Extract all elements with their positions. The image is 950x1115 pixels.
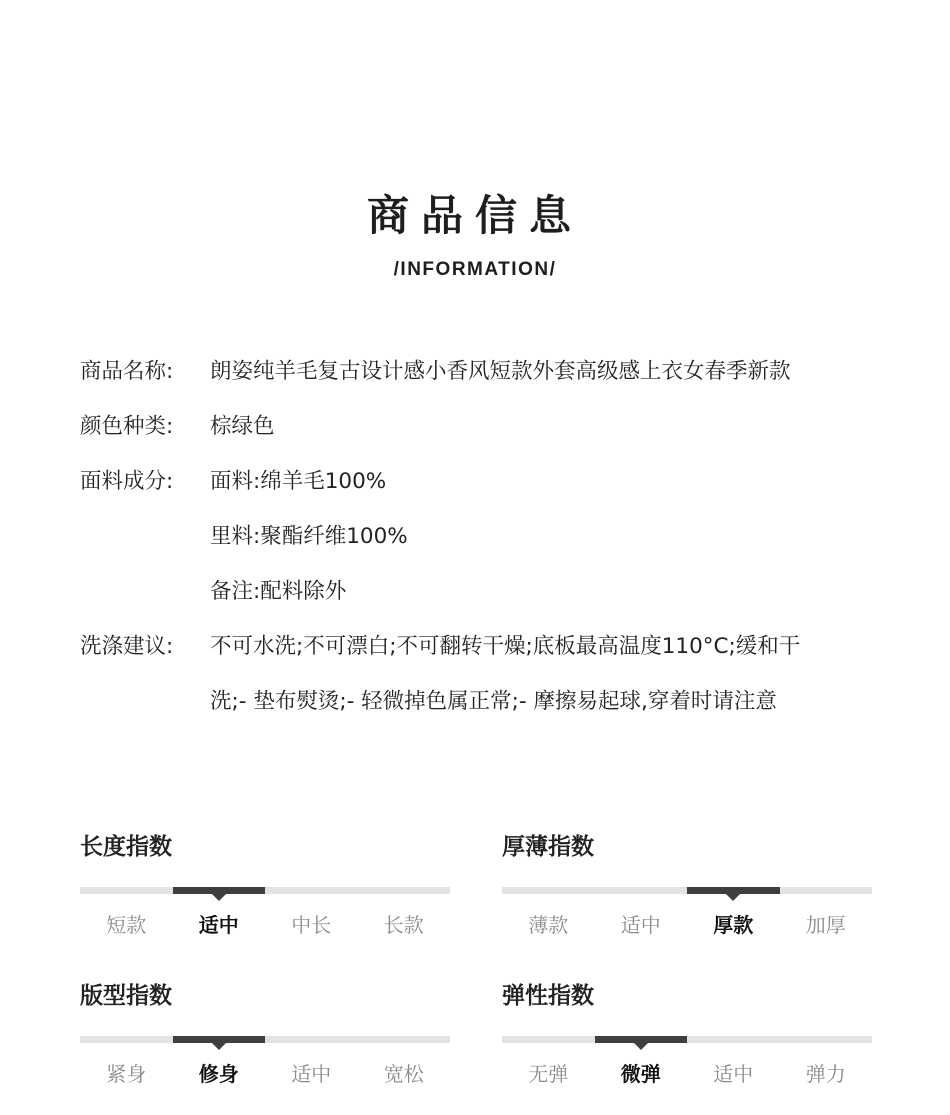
length-index-indicator: [173, 887, 266, 894]
info-row-fabric: [80, 454, 880, 619]
fit-index-bar: [80, 1036, 450, 1043]
length-option: 长款: [383, 913, 424, 937]
elasticity-index-bar: [502, 1036, 872, 1043]
thickness-option: 厚款: [713, 913, 754, 937]
length-index-title: 长度指数: [80, 834, 172, 860]
page-subtitle: /INFORMATION/: [393, 259, 557, 280]
fabric-value-note: 备注:配料除外: [210, 579, 347, 604]
color-label: 颜色种类:: [80, 414, 174, 439]
elasticity-option: 弹力: [805, 1062, 846, 1086]
length-index: [80, 832, 450, 938]
thickness-index: [502, 832, 872, 938]
fit-index-indicator: [173, 1036, 266, 1043]
elasticity-option: 微弹: [620, 1062, 661, 1086]
length-option: 短款: [106, 913, 147, 937]
wash-value-line-2: 洗;- 垫布熨烫;- 轻微掉色属正常;- 摩擦易起球,穿着时请注意: [210, 689, 777, 714]
elasticity-index-indicator: [595, 1036, 688, 1043]
thickness-index-bar: [502, 887, 872, 894]
info-row-name: [80, 344, 880, 399]
elasticity-option: 适中: [713, 1062, 754, 1086]
product-info: [80, 344, 880, 729]
thickness-index-indicator: [687, 887, 780, 894]
length-option: 中长: [291, 913, 332, 937]
thickness-option: 适中: [620, 913, 661, 937]
fit-option: 适中: [291, 1062, 332, 1086]
info-row-color: [80, 399, 880, 454]
thickness-option: 薄款: [528, 913, 569, 937]
fit-option: 宽松: [383, 1062, 424, 1086]
elasticity-option: 无弹: [528, 1062, 569, 1086]
fabric-value-lining: 里料:聚酯纤维100%: [210, 524, 408, 549]
page-title: 商品信息: [366, 191, 583, 240]
wash-value-line-1: 不可水洗;不可漂白;不可翻转干燥;底板最高温度110°C;缓和干: [210, 634, 801, 659]
fit-option: 修身: [198, 1062, 239, 1086]
fit-index-title: 版型指数: [80, 983, 172, 1009]
elasticity-index: [502, 981, 872, 1087]
length-index-bar: [80, 887, 450, 894]
name-value: 朗姿纯羊毛复古设计感小香风短款外套高级感上衣女春季新款: [210, 359, 791, 384]
name-label: 商品名称:: [80, 359, 174, 384]
color-value: 棕绿色: [210, 414, 275, 439]
thickness-index-title: 厚薄指数: [502, 834, 594, 860]
elasticity-index-title: 弹性指数: [502, 983, 594, 1009]
fit-option: 紧身: [106, 1062, 147, 1086]
fabric-label: 面料成分:: [80, 469, 174, 494]
fit-index: [80, 981, 450, 1087]
length-option: 适中: [198, 913, 239, 937]
info-row-wash: [80, 619, 880, 729]
thickness-option: 加厚: [805, 913, 846, 937]
fabric-value-shell: 面料:绵羊毛100%: [210, 469, 387, 494]
wash-label: 洗涤建议:: [80, 634, 174, 659]
